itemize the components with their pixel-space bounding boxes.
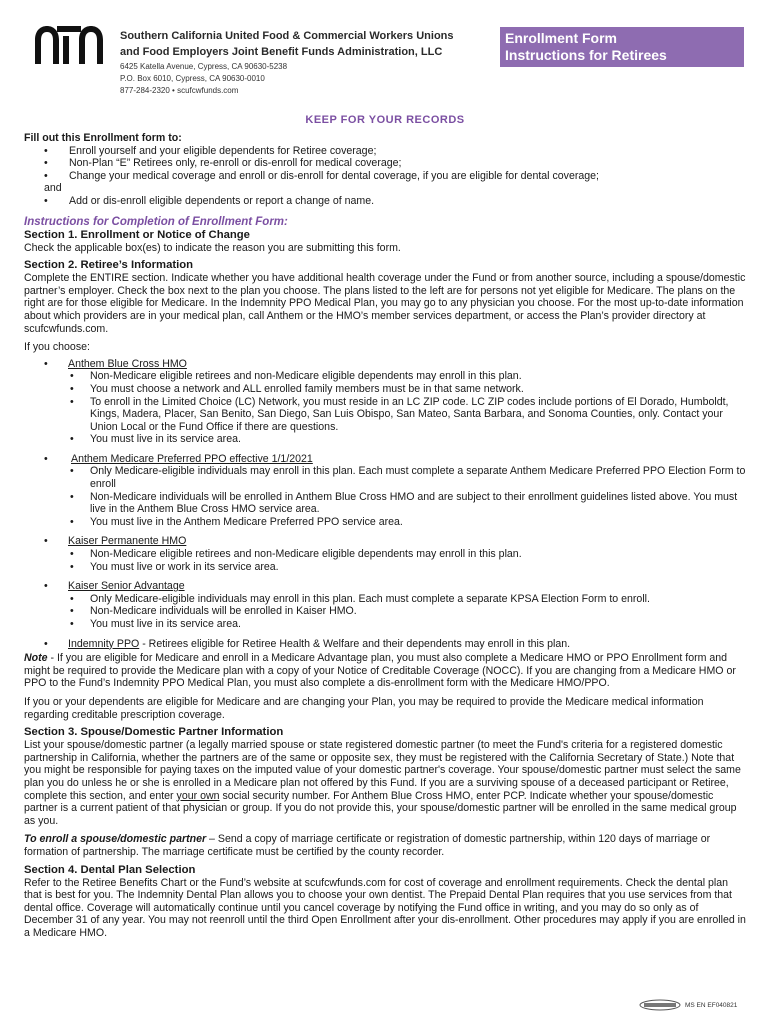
- list-item: • Non-Plan “E” Retirees only, re-enroll or dis-enroll for medical coverage;: [24, 157, 748, 170]
- organization-address: [120, 61, 500, 97]
- plan-name: Anthem Blue Cross HMO: [68, 357, 187, 370]
- document-body: [24, 132, 748, 939]
- fund-logo: [33, 24, 105, 66]
- union-label-icon: [638, 999, 682, 1011]
- list-item: • Only Medicare-eligible individuals may enroll in this plan. Each must complete a separate Anthem Medicare Preferred PPO Election Form to enroll: [68, 465, 748, 490]
- plan-details: [68, 548, 748, 573]
- list-item: • You must choose a network and ALL enrolled family members must be in that same network.: [68, 383, 748, 396]
- plan-details: [68, 465, 748, 528]
- fill-out-heading: Fill out this Enrollment form to:: [24, 132, 182, 144]
- po-box-address: P.O. Box 6010, Cypress, CA 90630-0010: [120, 74, 265, 83]
- plan-name: Kaiser Senior Advantage: [68, 580, 185, 593]
- section3-heading: Section 3. Spouse/Domestic Partner Information: [24, 726, 284, 739]
- list-item: • Enroll yourself and your eligible dependents for Retiree coverage;: [24, 145, 748, 158]
- organization-name-line2: and Food Employers Joint Benefit Funds Administration, LLC: [120, 46, 443, 58]
- plan-item: [24, 358, 748, 446]
- list-item: • Non-Medicare eligible retirees and non-Medicare eligible dependents may enroll in this plan.: [68, 370, 748, 383]
- list-item: • You must live in its service area.: [68, 618, 748, 631]
- list-item: • Add or dis-enroll eligible dependents or report a change of name.: [24, 195, 748, 208]
- and-word: and: [44, 182, 62, 195]
- note-label: Note: [24, 652, 48, 665]
- document-title-line1: Enrollment Form: [505, 30, 618, 46]
- section2-text: Complete the ENTIRE section. Indicate whether you have additional health coverage under the Fund or from another source, including a spouse/domestic partner’s employer. Check the box next to the plan you choose. The plans listed to the left are for persons not yet eligible for Medicare. The plans on the right are for those eligible for Medicare. In the Indemnity PPO Medical Plan, you may go to any physician you choose. For the most up-to-date information about which providers are in your medical plan, call Anthem or the HMO’s member services department, or access the Plan’s provider directory at scufcwfunds.com.: [24, 272, 746, 335]
- plan-item: [24, 535, 748, 573]
- plan-list: [24, 358, 748, 650]
- indemnity-description: - Retirees eligible for Retiree Health & Welfare and their dependents may enroll in this plan.: [139, 637, 571, 650]
- list-item: • To enroll in the Limited Choice (LC) Network, you must reside in an LC ZIP code. LC ZIP codes include portions of El Dorado, Humboldt, Kings, Madera, Placer, San Benito, San Diego, San Luis Obispo, San Mateo, Santa Barbara, and Sonoma Counties, only. Contact your Union Local or the Fund Office if there are questions.: [68, 396, 748, 434]
- form-code: MS EN EF040821: [685, 1002, 738, 1009]
- section4-text: Refer to the Retiree Benefits Chart or the Fund’s website at scufcwfunds.com for cost of coverage and enrollment requirements. Check the dental plan that is best for you. The Indemnity Dental Plan allows you to choose your own dentist. The Prepaid Dental Plan requires that you use services from that dental office. Coverage will automatically continue until you cancel coverage by notifying the Fund office in writing, and you may do so only as of December 31 of any year. You may not reenroll until the third Open Enrollment after your dis-enrollment. Other procedures may apply if you are enrolled in a Medicare HMO.: [24, 876, 746, 939]
- section3-text-b: social security number. For Anthem Blue Cross HMO, enter PCP. Indicate whether your spouse/domestic partner is a current patient of that physician or group. If you do not provide this, your spouse/domestic partner will be enrolled in the same medical group as you.: [24, 789, 737, 827]
- contact-line: 877-284-2320 • scufcwfunds.com: [120, 86, 239, 95]
- fill-out-list-last: [24, 195, 748, 208]
- enroll-spouse-label: To enroll a spouse/domestic partner: [24, 833, 207, 846]
- fill-out-list: [24, 145, 748, 183]
- document-title-box: [500, 27, 744, 67]
- keep-for-records-label: KEEP FOR YOUR RECORDS: [305, 114, 465, 126]
- section1-text: Check the applicable box(es) to indicate the reason you are submitting this form.: [24, 241, 401, 254]
- street-address: 6425 Katella Avenue, Cypress, CA 90630-5238: [120, 62, 288, 71]
- plan-name: Anthem Medicare Preferred PPO effective 1/1/2021: [71, 452, 313, 465]
- section3-emphasis: your own: [176, 789, 220, 802]
- note-paragraph: [24, 652, 748, 690]
- organization-name-line1: Southern California United Food & Commercial Workers Unions: [120, 30, 454, 42]
- section3-text-a: List your spouse/domestic partner (a legally married spouse or state registered domestic partner (to meet the Fund's criteria for a registered domestic partnership in California, whether the partners are of the same or opposite sex, they must be registered with the California Secretary of State.) Note that you might be responsible for paying taxes on the imputed value of your domestic partner's coverage. Your spouse/domestic partner must select the same plan you do unless he or she is enrolled in a Medicare plan not offered by this Fund. If you are a surviving spouse of a deceased participant or Retiree, complete this section, and enter: [24, 739, 741, 802]
- document-title-line2: Instructions for Retirees: [505, 47, 667, 63]
- section4-heading: Section 4. Dental Plan Selection: [24, 863, 196, 876]
- plan-item: [24, 638, 748, 651]
- list-item: • You must live in the Anthem Medicare Preferred PPO service area.: [68, 516, 748, 529]
- list-item: • Non-Medicare individuals will be enrolled in Kaiser HMO.: [68, 605, 748, 618]
- list-item: • You must live or work in its service area.: [68, 561, 748, 574]
- if-you-choose-label: If you choose:: [24, 341, 90, 354]
- plan-name: Indemnity PPO: [68, 637, 140, 650]
- instructions-heading: Instructions for Completion of Enrollment Form:: [24, 215, 288, 228]
- medicare-paragraph: If you or your dependents are eligible for Medicare and are changing your Plan, you may be required to provide the Medicare medical information regarding creditable prescription coverage.: [24, 695, 704, 721]
- plan-details: [68, 370, 748, 446]
- plan-name: Kaiser Permanente HMO: [68, 535, 187, 548]
- organization-block: [120, 28, 500, 97]
- list-item: • You must live in its service area.: [68, 433, 748, 446]
- plan-item: [24, 580, 748, 630]
- list-item: • Change your medical coverage and enroll or dis-enroll for dental coverage, if you are eligible for dental coverage;: [24, 170, 748, 183]
- section3-text: [24, 739, 748, 827]
- section2-heading: Section 2. Retiree’s Information: [24, 259, 194, 272]
- note-text: - If you are eligible for Medicare and enroll in a Medicare Advantage plan, you must also complete a Medicare HMO or PPO Enrollment form and might be required to provide the Medicare plan with a copy of your Notice of Creditable Coverage (NOCC). If you are changing from a Medicare HMO or PPO to the Fund’s Indemnity PPO Medical Plan, you must also complete a dis-enrollment form with the Medicare HMO/PPO.: [24, 652, 736, 690]
- enroll-spouse-paragraph: [24, 833, 748, 858]
- section1-heading: Section 1. Enrollment or Notice of Change: [24, 228, 250, 241]
- plan-details: [68, 593, 748, 631]
- plan-item: [24, 453, 748, 529]
- list-item: • Non-Medicare eligible retirees and non-Medicare eligible dependents may enroll in this plan.: [68, 548, 748, 561]
- list-item: • Only Medicare-eligible individuals may enroll in this plan. Each must complete a separate KPSA Election Form to enroll.: [68, 593, 748, 606]
- enroll-spouse-text: – Send a copy of marriage certificate or registration of domestic partnership, within 120 days of marriage or formation of partnership. The marriage certificate must be certified by the county recorder.: [24, 833, 711, 858]
- list-item: • Non-Medicare individuals will be enrolled in Anthem Blue Cross HMO and are subject to their enrollment guidelines listed above. You must live in the Anthem Blue Cross HMO service area.: [68, 491, 748, 516]
